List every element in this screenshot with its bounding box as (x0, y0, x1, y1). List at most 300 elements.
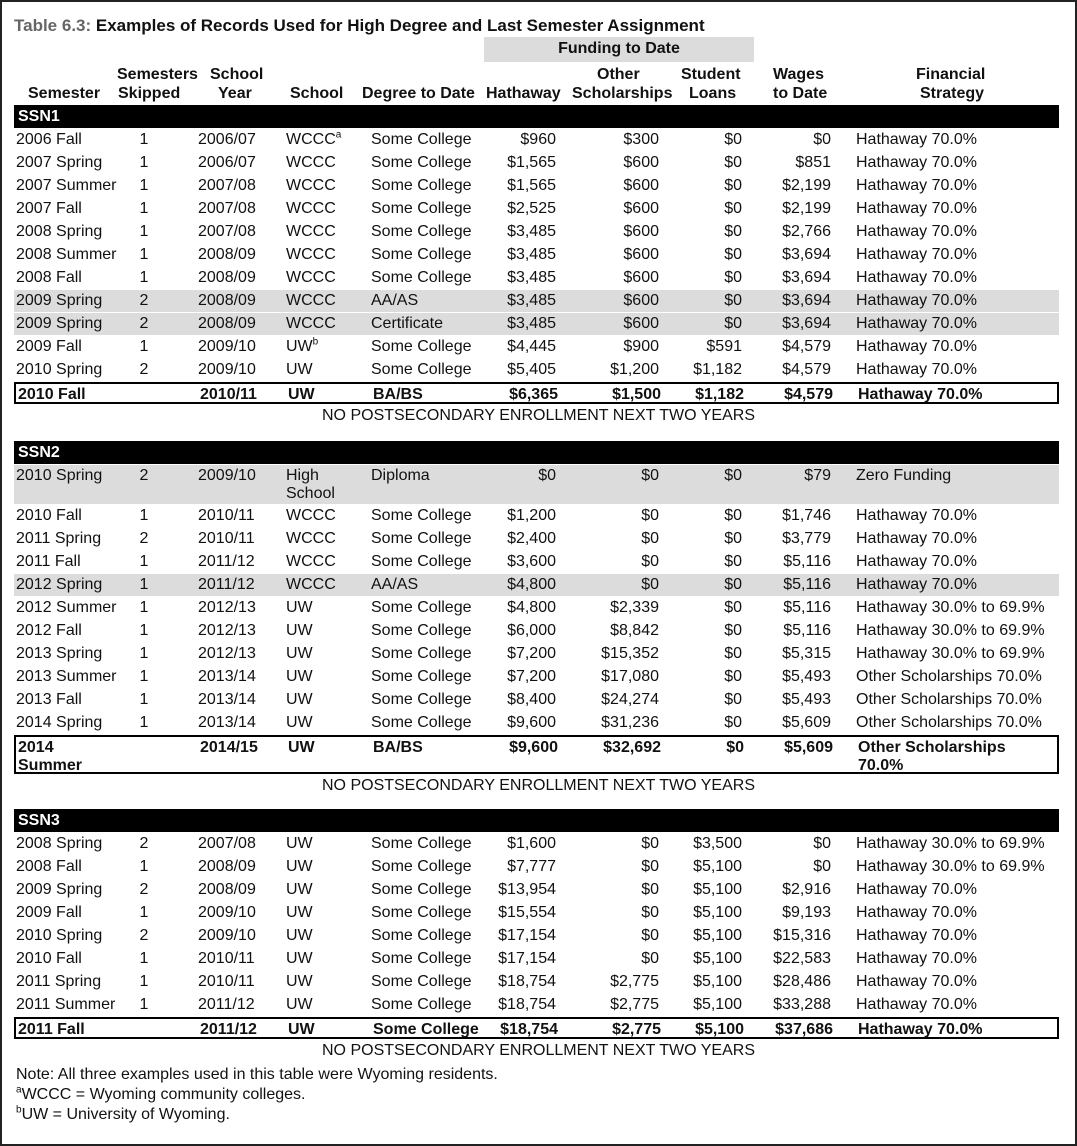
cell-loans-text: $5,100 (693, 996, 742, 1013)
cell-school (286, 691, 356, 709)
cell-degree (371, 200, 486, 218)
cell-school (286, 904, 356, 922)
cell-year-text: 2013/14 (198, 714, 256, 731)
cell-other (574, 714, 659, 732)
cell-degree-text: Some College (371, 223, 472, 240)
cell-other-text: $600 (623, 154, 659, 171)
cell-wages (747, 507, 831, 525)
cell-skipped-text: 2 (139, 835, 149, 852)
cell-skipped (114, 177, 174, 195)
cell-school (286, 622, 356, 640)
cell-hathaway (476, 292, 556, 310)
cell-strategy (858, 386, 1058, 404)
cell-year (198, 691, 278, 709)
cell-hathaway (476, 714, 556, 732)
cell-degree (371, 361, 486, 379)
cell-skipped-text: 1 (139, 223, 149, 240)
cell-year-text: 2008/09 (198, 269, 256, 286)
cell-degree (371, 223, 486, 241)
cell-school (288, 386, 358, 404)
cell-skipped-text: 1 (139, 338, 149, 355)
table-row (14, 994, 1059, 1016)
cell-semester-text: 2013 Spring (16, 645, 103, 662)
col-header-other-1: Other (597, 66, 640, 83)
col-header-hathaway: Hathaway (486, 85, 561, 102)
cell-other (576, 1021, 661, 1039)
cell-strategy-text: Hathaway 70.0% (856, 553, 977, 570)
cell-year-text: 2012/13 (198, 622, 256, 639)
cell-semester-text: 2007 Summer (16, 177, 117, 194)
cell-loans-text: $5,100 (693, 927, 742, 944)
cell-year-text: 2009/10 (198, 467, 256, 484)
col-header-skipped-1: Semesters (117, 66, 198, 83)
cell-skipped-text: 2 (139, 467, 149, 484)
cell-loans (662, 668, 742, 686)
cell-school-text: UW (286, 361, 313, 378)
cell-degree-text: Some College (371, 881, 472, 898)
cell-wages (747, 835, 831, 853)
cell-degree-text: BA/BS (373, 386, 423, 403)
cell-skipped (114, 507, 174, 525)
cell-loans (662, 904, 742, 922)
cell-wages (747, 467, 831, 485)
cell-year (198, 599, 278, 617)
cell-year (198, 530, 278, 548)
cell-loans-text: $0 (726, 739, 744, 756)
cell-wages (747, 645, 831, 663)
cell-skipped (114, 668, 174, 686)
cell-year-text: 2008/09 (198, 292, 256, 309)
cell-hathaway (476, 530, 556, 548)
cell-wages (747, 599, 831, 617)
table-row (14, 359, 1059, 381)
cell-year-text: 2010/11 (198, 950, 255, 967)
cell-wages (747, 996, 831, 1014)
cell-year-text: 2008/09 (198, 858, 256, 875)
cell-skipped (114, 315, 174, 333)
cell-loans (662, 996, 742, 1014)
section-header-ssn1 (14, 105, 1059, 128)
table-row (14, 574, 1059, 596)
cell-other (574, 269, 659, 287)
table-number: Table 6.3: (14, 16, 92, 35)
cell-loans (664, 1021, 744, 1039)
cell-degree-text: Some College (373, 1021, 479, 1038)
cell-semester-text: 2006 Fall (16, 131, 82, 148)
cell-wages (747, 269, 831, 287)
cell-skipped (114, 576, 174, 594)
note-a (16, 1086, 306, 1104)
cell-other-text: $0 (641, 950, 659, 967)
table-row (14, 712, 1059, 734)
cell-wages-text: $2,199 (782, 177, 831, 194)
cell-wages-text: $33,288 (773, 996, 831, 1013)
cell-hathaway-text: $9,600 (509, 739, 558, 756)
cell-school (286, 315, 356, 333)
cell-degree (371, 691, 486, 709)
col-header-strategy-2: Strategy (920, 85, 985, 102)
cell-hathaway-text: $2,525 (507, 200, 556, 217)
cell-skipped-text: 2 (139, 530, 149, 547)
cell-wages (747, 246, 831, 264)
cell-year (200, 1021, 280, 1039)
cell-other-text: $1,500 (612, 386, 661, 403)
cell-strategy-text: Hathaway 70.0% (856, 530, 977, 547)
cell-strategy-text-line2: 70.0% (858, 757, 904, 774)
cell-semester (18, 386, 128, 404)
cell-hathaway (476, 835, 556, 853)
cell-degree-text: Some College (371, 361, 472, 378)
cell-semester-text: 2013 Fall (16, 691, 82, 708)
cell-loans-text: $0 (724, 246, 742, 263)
cell-strategy-text: Hathaway 70.0% (856, 223, 977, 240)
cell-strategy-text: Other Scholarships 70.0% (856, 668, 1042, 685)
cell-other-text: $2,775 (610, 996, 659, 1013)
cell-semester-text: 2008 Fall (16, 269, 82, 286)
cell-strategy-text: Hathaway 70.0% (856, 292, 977, 309)
table-row (14, 175, 1059, 197)
table-row (14, 597, 1059, 619)
cell-year-text: 2011/12 (198, 996, 255, 1013)
cell-hathaway-text: $7,200 (507, 645, 556, 662)
cell-loans (662, 131, 742, 149)
cell-skipped (114, 691, 174, 709)
col-header-loans-1: Student (681, 66, 741, 83)
cell-loans (662, 714, 742, 732)
cell-other-text: $0 (641, 927, 659, 944)
cell-school (286, 507, 356, 525)
cell-school-text: WCCC (286, 200, 336, 217)
cell-wages-text: $3,779 (782, 530, 831, 547)
cell-other (574, 668, 659, 686)
cell-loans (662, 576, 742, 594)
cell-loans (662, 223, 742, 241)
cell-semester (16, 246, 126, 264)
cell-loans (662, 858, 742, 876)
cell-loans (662, 927, 742, 945)
cell-wages (747, 530, 831, 548)
table-row-highlighted (14, 735, 1059, 774)
cell-loans-text: $0 (724, 223, 742, 240)
cell-semester (16, 507, 126, 525)
cell-semester (16, 881, 126, 899)
cell-school (286, 553, 356, 571)
cell-wages (747, 714, 831, 732)
cell-strategy (858, 739, 1058, 775)
cell-year (198, 507, 278, 525)
cell-skipped-text: 2 (139, 927, 149, 944)
cell-other-text: $2,775 (610, 973, 659, 990)
cell-skipped (114, 338, 174, 356)
cell-other (574, 292, 659, 310)
cell-degree-text: Some College (371, 668, 472, 685)
cell-wages-text: $2,199 (782, 200, 831, 217)
cell-degree (373, 386, 488, 404)
cell-semester (16, 131, 126, 149)
cell-degree-text: Some College (371, 131, 472, 148)
cell-school (286, 950, 356, 968)
cell-strategy-text: Hathaway 70.0% (856, 973, 977, 990)
cell-year (198, 292, 278, 310)
cell-semester-text: 2010 Fall (16, 950, 82, 967)
cell-semester-text: 2011 Fall (16, 553, 81, 570)
cell-hathaway-text: $3,600 (507, 553, 556, 570)
col-header-loans-2: Loans (689, 85, 737, 102)
cell-school (286, 530, 356, 548)
cell-loans-text: $5,100 (693, 904, 742, 921)
cell-degree-text: Certificate (371, 315, 444, 332)
cell-wages (749, 386, 833, 404)
cell-school-text: WCCC (286, 553, 336, 570)
cell-strategy (856, 507, 1056, 525)
cell-loans (662, 467, 742, 485)
cell-hathaway-text: $17,154 (498, 927, 556, 944)
cell-hathaway-text: $4,445 (507, 338, 556, 355)
cell-skipped (114, 246, 174, 264)
cell-loans (662, 835, 742, 853)
cell-wages-text: $3,694 (782, 269, 831, 286)
cell-degree-text: Some College (371, 246, 472, 263)
cell-year (198, 858, 278, 876)
cell-hathaway (478, 1021, 558, 1039)
cell-strategy (856, 361, 1056, 379)
cell-loans (662, 154, 742, 172)
cell-loans (662, 622, 742, 640)
cell-other (574, 927, 659, 945)
cell-loans (662, 361, 742, 379)
cell-strategy (856, 996, 1056, 1014)
cell-loans (662, 950, 742, 968)
cell-strategy-text: Hathaway 70.0% (856, 950, 977, 967)
cell-skipped (114, 622, 174, 640)
cell-loans-text: $0 (724, 645, 742, 662)
cell-hathaway-text: $18,754 (498, 973, 556, 990)
cell-wages (747, 223, 831, 241)
cell-other-text: $900 (623, 338, 659, 355)
cell-other-text: $600 (623, 292, 659, 309)
cell-wages-text: $9,193 (782, 904, 831, 921)
cell-wages (747, 691, 831, 709)
cell-year-text: 2007/08 (198, 200, 256, 217)
cell-semester (16, 714, 126, 732)
cell-skipped (114, 154, 174, 172)
cell-degree-text: Some College (371, 553, 472, 570)
cell-school (288, 739, 358, 757)
cell-other (574, 361, 659, 379)
cell-year (198, 223, 278, 241)
cell-year-text: 2010/11 (198, 973, 255, 990)
note-b-marker: b (16, 1104, 22, 1116)
section-header-ssn2 (14, 441, 1059, 464)
cell-semester (16, 904, 126, 922)
cell-degree-text: Some College (371, 338, 472, 355)
cell-wages-text: $0 (813, 858, 831, 875)
section-name: SSN3 (18, 812, 60, 829)
cell-degree-text: AA/AS (371, 576, 419, 593)
cell-skipped-text: 1 (139, 858, 149, 875)
cell-year (198, 177, 278, 195)
cell-wages (747, 553, 831, 571)
table-row (14, 198, 1059, 220)
cell-degree-text: Some College (371, 269, 472, 286)
cell-degree (371, 668, 486, 686)
cell-degree (373, 1021, 488, 1039)
cell-strategy-text: Hathaway 70.0% (856, 507, 977, 524)
cell-other (574, 154, 659, 172)
cell-wages-text: $5,116 (783, 553, 831, 570)
cell-wages-text: $5,116 (783, 622, 831, 639)
cell-wages-text: $5,116 (783, 599, 831, 616)
cell-strategy (856, 246, 1056, 264)
cell-hathaway (476, 507, 556, 525)
cell-skipped (114, 200, 174, 218)
cell-school-text: WCCC (286, 292, 336, 309)
cell-degree (371, 507, 486, 525)
cell-loans (662, 177, 742, 195)
cell-wages-text: $3,694 (782, 292, 831, 309)
cell-school (286, 645, 356, 663)
cell-school (286, 154, 356, 172)
cell-other (574, 576, 659, 594)
cell-other-text: $600 (623, 246, 659, 263)
cell-loans (662, 315, 742, 333)
cell-strategy (856, 858, 1056, 876)
cell-semester-text: 2012 Summer (16, 599, 117, 616)
cell-school (286, 881, 356, 899)
cell-strategy-text: Hathaway 70.0% (856, 904, 977, 921)
cell-degree (371, 576, 486, 594)
cell-school (286, 996, 356, 1014)
cell-school-text: WCCC (286, 154, 336, 171)
cell-skipped-text: 2 (139, 292, 149, 309)
cell-hathaway (476, 269, 556, 287)
cell-wages-text: $37,686 (775, 1021, 833, 1038)
cell-hathaway-text: $4,800 (507, 599, 556, 616)
cell-loans (662, 269, 742, 287)
cell-wages (747, 881, 831, 899)
cell-other (574, 246, 659, 264)
cell-semester-text: 2011 Spring (16, 530, 102, 547)
cell-wages-text: $79 (804, 467, 831, 484)
cell-year-text: 2007/08 (198, 835, 256, 852)
cell-wages (747, 292, 831, 310)
cell-school-text: UW (286, 881, 313, 898)
table-row (14, 925, 1059, 947)
cell-wages (747, 338, 831, 356)
cell-degree (371, 996, 486, 1014)
cell-strategy (856, 881, 1056, 899)
cell-wages-text: $0 (813, 131, 831, 148)
table-row (14, 152, 1059, 174)
cell-other (574, 881, 659, 899)
cell-skipped-text: 1 (139, 246, 149, 263)
cell-school-text: WCCC (286, 177, 336, 194)
cell-semester-text: 2009 Fall (16, 904, 82, 921)
cell-wages (747, 154, 831, 172)
cell-strategy (856, 668, 1056, 686)
cell-loans-text: $0 (724, 668, 742, 685)
cell-other-text: $8,842 (610, 622, 659, 639)
cell-loans (662, 338, 742, 356)
cell-other-text: $0 (641, 904, 659, 921)
cell-strategy (856, 691, 1056, 709)
cell-year (198, 467, 278, 485)
cell-skipped (114, 996, 174, 1014)
cell-loans-text: $0 (724, 576, 742, 593)
cell-wages-text: $5,493 (782, 668, 831, 685)
table-row (14, 290, 1059, 312)
cell-loans-text: $5,100 (693, 881, 742, 898)
table-row (14, 267, 1059, 289)
cell-school-text: UW (286, 858, 313, 875)
cell-semester-text: 2012 Spring (16, 576, 103, 593)
cell-skipped (114, 530, 174, 548)
cell-year (198, 714, 278, 732)
cell-other-text: $0 (641, 553, 659, 570)
cell-school-text: WCCC (286, 576, 336, 593)
cell-loans-text: $0 (724, 553, 742, 570)
cell-strategy-text: Other Scholarships 70.0% (856, 714, 1042, 731)
cell-hathaway-text: $3,485 (507, 315, 556, 332)
cell-wages-text: $2,766 (782, 223, 831, 240)
cell-wages-text: $4,579 (784, 386, 833, 403)
cell-semester-text: 2011 Spring (16, 973, 102, 990)
cell-wages-text: $5,609 (782, 714, 831, 731)
table-row (14, 902, 1059, 924)
cell-strategy (856, 553, 1056, 571)
cell-hathaway-text: $18,754 (500, 1021, 558, 1038)
table-row (14, 129, 1059, 151)
cell-school-text: WCCC (286, 131, 336, 148)
cell-hathaway-text: $5,405 (507, 361, 556, 378)
cell-wages-text: $4,579 (782, 361, 831, 378)
cell-loans (662, 530, 742, 548)
cell-semester (16, 858, 126, 876)
cell-strategy (856, 927, 1056, 945)
cell-hathaway (478, 739, 558, 757)
cell-semester-text: 2014 (18, 739, 54, 756)
cell-hathaway (476, 553, 556, 571)
cell-semester (16, 292, 126, 310)
cell-year-text: 2013/14 (198, 691, 256, 708)
cell-hathaway (476, 691, 556, 709)
cell-semester (16, 338, 126, 356)
cell-loans-text: $5,100 (693, 973, 742, 990)
table-row (14, 971, 1059, 993)
cell-strategy (858, 1021, 1058, 1039)
note-a-text: WCCC = Wyoming community colleges. (21, 1086, 306, 1103)
cell-strategy (856, 269, 1056, 287)
cell-strategy-text: Hathaway 30.0% to 69.9% (856, 645, 1045, 662)
cell-year-text: 2009/10 (198, 904, 256, 921)
cell-skipped-text: 1 (139, 269, 149, 286)
cell-skipped (114, 361, 174, 379)
table-title (14, 16, 705, 36)
cell-loans-text: $0 (724, 507, 742, 524)
cell-hathaway (476, 338, 556, 356)
cell-year-text: 2007/08 (198, 177, 256, 194)
cell-wages-text: $4,579 (782, 338, 831, 355)
note-b-text: UW = University of Wyoming. (21, 1106, 230, 1123)
cell-year-text: 2014/15 (200, 739, 258, 756)
table-row-highlighted (14, 1017, 1059, 1039)
cell-wages (747, 973, 831, 991)
cell-degree-text: Diploma (371, 467, 430, 484)
cell-loans-text: $3,500 (693, 835, 742, 852)
cell-hathaway (476, 973, 556, 991)
cell-semester-text: 2011 Fall (18, 1021, 85, 1038)
cell-semester-text: 2008 Spring (16, 223, 103, 240)
